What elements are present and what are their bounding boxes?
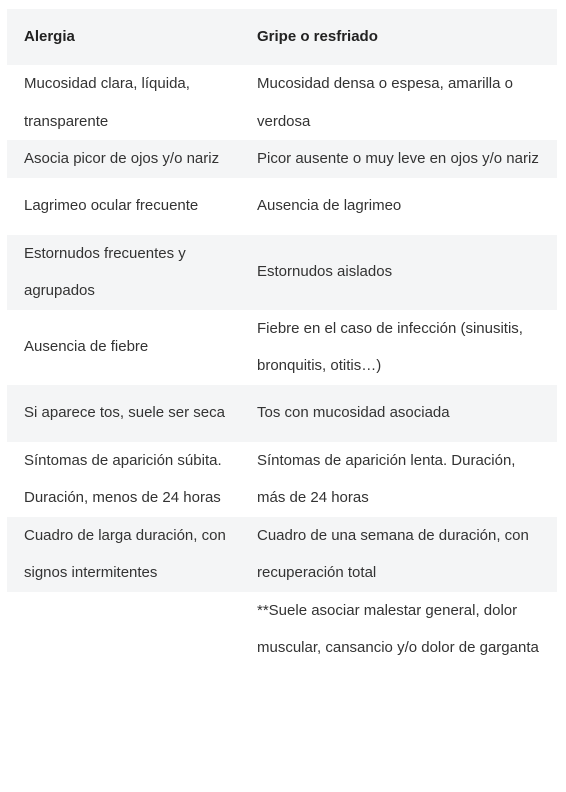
allergy-cell: Cuadro de larga duración, con signos intermitentes (24, 526, 226, 581)
table-row (7, 442, 557, 517)
header-row (7, 9, 557, 65)
table-body (7, 65, 557, 667)
flu-cell: Síntomas de aparición lenta. Duración, más de 24 horas (257, 451, 516, 506)
table-row (7, 517, 557, 592)
header-allergy: Alergia (24, 28, 75, 45)
table-header (7, 9, 557, 65)
flu-cell: **Suele asociar malestar general, dolor muscular, cansancio y/o dolor de garganta (257, 601, 539, 656)
table-row (7, 592, 557, 667)
flu-cell: Cuadro de una semana de duración, con recuperación total (257, 526, 529, 581)
allergy-cell: Síntomas de aparición súbita. Duración, menos de 24 horas (24, 451, 222, 506)
allergy-cell: Ausencia de fiebre (24, 338, 149, 356)
comparison-table (7, 9, 557, 667)
table-row (7, 385, 557, 442)
flu-cell: Tos con mucosidad asociada (257, 404, 450, 422)
allergy-cell (7, 592, 240, 667)
flu-cell: Estornudos aislados (257, 263, 393, 281)
flu-cell: Mucosidad densa o espesa, amarilla o verdosa (257, 75, 513, 130)
allergy-cell: Mucosidad clara, líquida, transparente (24, 75, 190, 130)
table-row (7, 178, 557, 235)
flu-cell: Fiebre en el caso de infección (sinusitis, bronquitis, otitis…) (257, 319, 523, 374)
flu-cell: Ausencia de lagrimeo (257, 197, 402, 215)
allergy-cell: Lagrimeo ocular frecuente (24, 197, 199, 215)
flu-cell: Picor ausente o muy leve en ojos y/o nariz (257, 150, 539, 167)
table-row (7, 310, 557, 385)
allergy-cell: Si aparece tos, suele ser seca (24, 404, 225, 422)
allergy-cell: Asocia picor de ojos y/o nariz (24, 150, 220, 167)
table-row (7, 140, 557, 178)
header-flu: Gripe o resfriado (257, 28, 378, 45)
table-row (7, 65, 557, 140)
table-row (7, 235, 557, 310)
allergy-cell: Estornudos frecuentes y agrupados (24, 244, 186, 299)
